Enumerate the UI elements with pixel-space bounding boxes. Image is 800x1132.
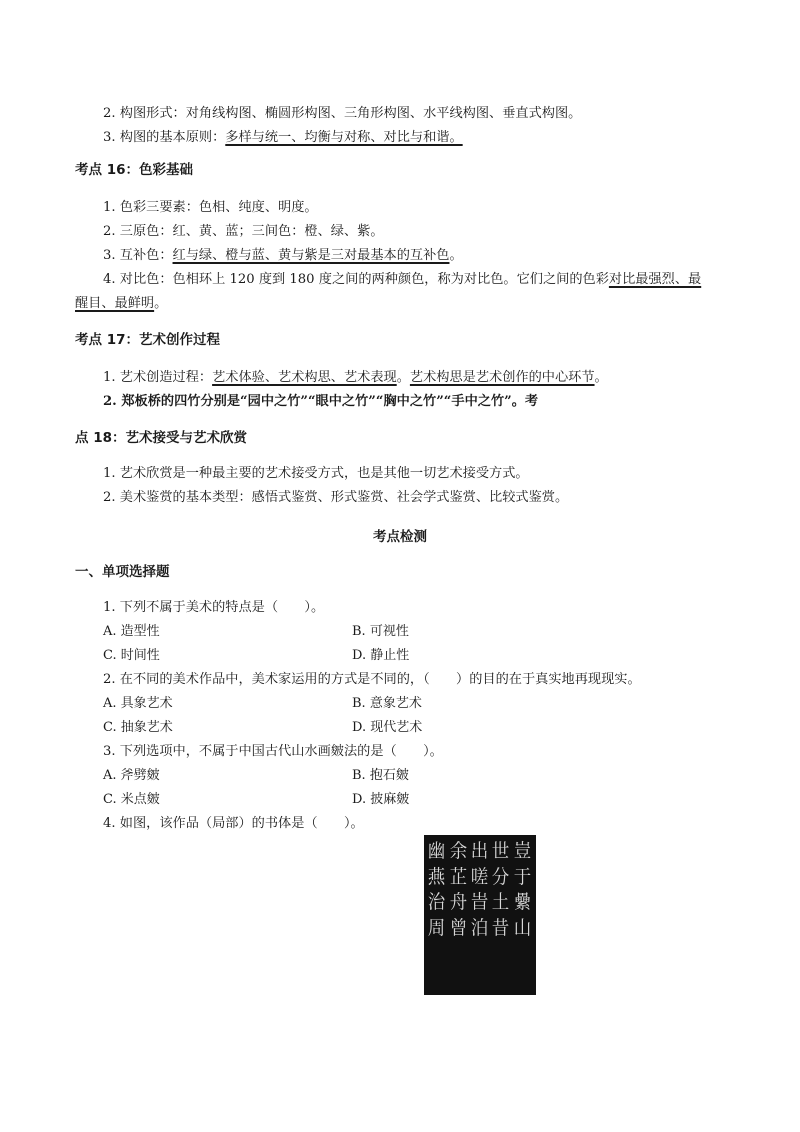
seal-glyph: 山 (514, 916, 532, 939)
seal-column (490, 839, 512, 941)
seal-glyph: 旹 (471, 891, 489, 913)
question-3-stem: 3. 下列选项中，不属于中国古代山水画皴法的是（ ）。 (103, 744, 443, 759)
kp17-item-1-end: 。 (594, 370, 608, 385)
question-1-option-b: B. 可视性 (352, 624, 409, 639)
kp18-item-2: 2. 美术鉴赏的基本类型：感悟式鉴赏、形式鉴赏、社会学式鉴赏、比较式鉴赏。 (103, 490, 569, 505)
kp17-item-1 (103, 368, 608, 388)
seal-glyph: 土 (492, 891, 510, 913)
seal-glyph: 泊 (471, 916, 489, 939)
question-2-option-d: D. 现代艺术 (352, 720, 423, 735)
test-title: 考点检测 (373, 529, 427, 545)
kp16-item-4-line1 (103, 270, 701, 290)
kp16-heading: 考点 16：色彩基础 (75, 162, 193, 178)
composition-principles-underlined: 多样与统一、均衡与对称、对比与和谐。 (225, 130, 463, 145)
seal-glyph: 昔 (492, 916, 510, 939)
kp17-item-1-mid: 。 (396, 370, 410, 385)
seal-glyph: 豈 (514, 840, 532, 862)
seal-glyph: 芷 (450, 865, 468, 888)
kp16-item-4-end: 。 (154, 296, 168, 311)
kp16-complementary-underlined: 红与绿、橙与蓝、黄与紫是三对最基本的互补色 (172, 248, 450, 263)
seal-glyph: 出 (471, 840, 489, 862)
composition-item-3-prefix: 3. 构图的基本原则： (103, 130, 226, 145)
question-2-option-a: A. 具象艺术 (103, 696, 173, 711)
question-3-option-d: D. 披麻皴 (352, 792, 410, 807)
kp16-item-4-text: 4. 对比色：色相环上 120 度到 180 度之间的两种颜色，称为对比色。它们之间的色彩 (103, 272, 609, 287)
question-4-stem: 4. 如图，该作品（局部）的书体是（ ）。 (103, 816, 364, 831)
seal-glyph: 于 (514, 865, 532, 888)
kp16-contrast-underlined-1: 对比最强烈、最 (608, 272, 702, 287)
seal-glyph: 治 (428, 891, 446, 913)
composition-item-2: 2. 构图形式：对角线构图、椭圆形构图、三角形构图、水平线构图、垂直式构图。 (103, 106, 582, 121)
kp16-item-1: 1. 色彩三要素：色相、纯度、明度。 (103, 200, 318, 215)
kp17-process-underlined: 艺术体验、艺术构思、艺术表现 (212, 370, 397, 385)
seal-glyph: 燕 (428, 865, 446, 888)
kp16-item-3-prefix: 3. 互补色： (103, 248, 173, 263)
question-3-option-c: C. 米点皴 (103, 792, 160, 807)
kp17-central-link-underlined: 艺术构思是艺术创作的中心环节 (409, 370, 595, 385)
seal-script-rubbing-image (424, 835, 536, 995)
seal-column (426, 839, 448, 941)
seal-column (448, 839, 470, 941)
question-3-option-b: B. 抱石皴 (352, 768, 409, 783)
seal-glyph: 分 (492, 865, 510, 888)
question-2-option-c: C. 抽象艺术 (103, 720, 173, 735)
seal-glyph: 曾 (450, 916, 468, 939)
composition-item-3 (103, 128, 463, 148)
kp16-item-3-suffix: 。 (449, 248, 463, 263)
kp18-heading: 点 18：艺术接受与艺术欣赏 (75, 430, 247, 446)
question-1-stem: 1. 下列不属于美术的特点是（ ）。 (103, 600, 325, 615)
seal-glyph: 世 (492, 840, 510, 862)
seal-glyph: 嗟 (471, 865, 489, 888)
kp16-contrast-underlined-2: 醒目、最鲜明 (75, 296, 155, 311)
seal-glyph: 周 (428, 916, 446, 939)
seal-column (512, 839, 534, 941)
question-1-option-c: C. 时间性 (103, 648, 160, 663)
kp16-item-3 (103, 246, 463, 266)
kp17-item-2: 2. 郑板桥的四竹分别是“园中之竹”“眼中之竹”“胸中之竹”“手中之竹”。考 (103, 394, 539, 409)
seal-glyph: 余 (450, 840, 468, 862)
kp16-item-2: 2. 三原色：红、黄、蓝；三间色：橙、绿、紫。 (103, 224, 384, 239)
kp18-item-1: 1. 艺术欣赏是一种最主要的艺术接受方式，也是其他一切艺术接受方式。 (103, 466, 529, 481)
question-1-option-d: D. 静止性 (352, 648, 410, 663)
question-3-option-a: A. 斧劈皴 (103, 768, 160, 783)
seal-glyph: 幽 (428, 840, 446, 862)
seal-column (469, 839, 491, 941)
section-single-choice: 一、单项选择题 (75, 564, 170, 580)
kp17-item-1-prefix: 1. 艺术创造过程： (103, 370, 213, 385)
seal-glyph: 舟 (450, 891, 468, 913)
question-2-stem: 2. 在不同的美术作品中，美术家运用的方式是不同的，（ ）的目的在于真实地再现现实。 (103, 672, 641, 687)
question-1-option-a: A. 造型性 (103, 624, 160, 639)
kp17-heading: 考点 17：艺术创作过程 (75, 332, 220, 348)
question-2-option-b: B. 意象艺术 (352, 696, 422, 711)
seal-glyph: 纍 (514, 891, 532, 913)
kp16-item-4-line2 (75, 294, 167, 314)
